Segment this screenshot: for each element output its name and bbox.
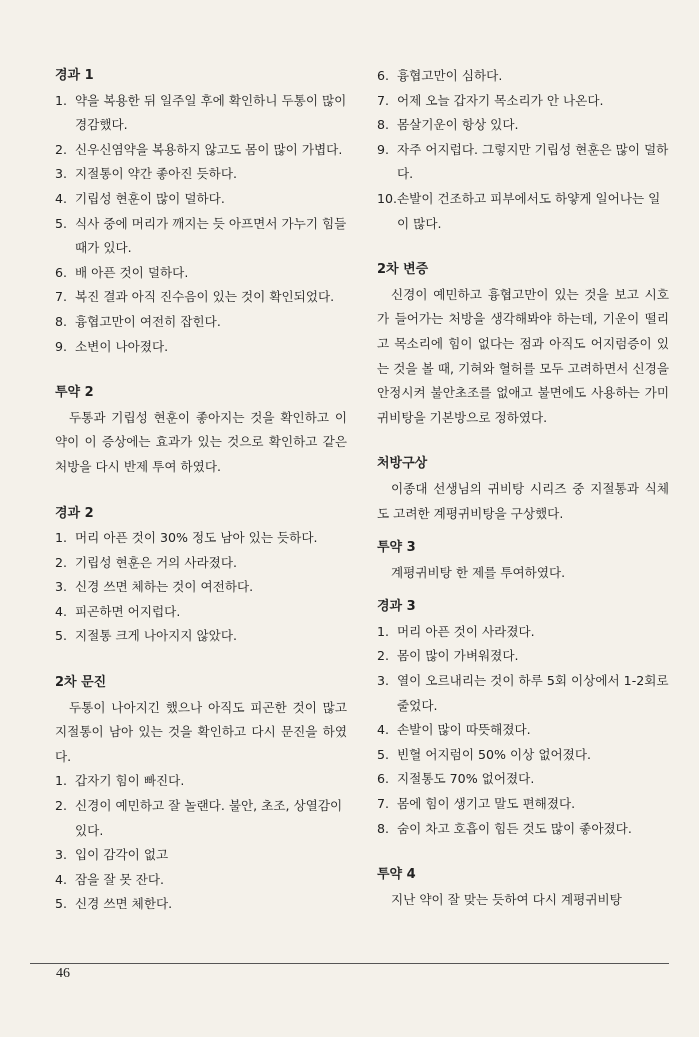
item-text: 머리 아픈 것이 30% 정도 남아 있는 듯하다. [75,530,318,546]
list-item [55,843,347,868]
item-text: 기립성 현훈은 거의 사라졌다. [75,554,237,570]
list-item [55,285,347,310]
item-number: 2. [55,554,68,570]
item-text: 손발이 많이 따뜻해졌다. [397,722,531,738]
list-item [55,261,347,286]
item-number: 10. [377,190,398,206]
list-item [377,89,669,114]
paragraph: 두통과 기립성 현훈이 좋아지는 것을 확인하고 이 약이 이 증상에는 효과가 있는 것으로 확인하고 같은 처방을 다시 반제 투여 하였다. [55,409,347,474]
item-number: 7. [377,796,390,812]
item-text: 입이 감각이 없고 [75,847,169,863]
list-item [55,892,347,917]
list-item [377,817,669,842]
paragraph: 계평귀비탕 한 제를 투여하였다. [391,564,566,580]
list-item [377,187,669,236]
item-text: 배 아픈 것이 덜하다. [75,264,189,280]
section-heading: 투약 3 [377,540,416,556]
item-number: 8. [377,117,390,133]
item-number: 1. [377,623,390,639]
item-number: 4. [55,190,68,206]
item-number: 7. [55,289,68,305]
section-heading: 2차 변증 [377,262,429,278]
item-text: 지절통도 70% 없어졌다. [397,771,535,787]
section-heading: 투약 4 [377,867,416,883]
item-text: 지절통이 약간 좋아진 듯하다. [75,166,237,182]
item-number: 5. [377,746,390,762]
list-item [377,644,669,669]
list-item [55,551,347,576]
item-number: 1. [55,92,68,108]
paragraph: 두통이 나아지긴 했으나 아직도 피곤한 것이 많고 지절통이 남아 있는 것을 확인하고 다시 문진을 하였다. [55,699,347,764]
item-number: 4. [55,871,68,887]
item-text: 열이 오르내리는 것이 하루 5회 이상에서 1-2회로 줄었다. [397,673,669,713]
item-number: 1. [55,773,68,789]
item-text: 신경이 예민하고 잘 놀랜다. 불안, 초조, 상열감이 있다. [75,798,343,838]
section-heading: 경과 3 [377,599,416,615]
item-text: 몸에 힘이 생기고 말도 편해졌다. [397,796,576,812]
item-text: 손발이 건조하고 피부에서도 하얗게 일어나는 일이 많다. [397,190,661,231]
item-number: 3. [55,847,68,863]
numbered-list [377,64,669,236]
list-item [377,64,669,89]
item-text: 약을 복용한 뒤 일주일 후에 확인하니 두통이 많이 경감했다. [75,92,347,133]
list-item [55,187,347,212]
list-item [377,113,669,138]
item-number: 3. [377,673,390,689]
item-number: 7. [377,92,390,108]
item-text: 소변이 나아졌다. [75,338,169,354]
item-text: 피곤하면 어지럽다. [75,603,181,619]
numbered-list [55,526,347,649]
item-number: 5. [55,215,68,231]
list-item [55,212,347,261]
item-text: 숨이 차고 호흡이 힘든 것도 많이 좋아졌다. [397,820,632,836]
item-text: 몸살기운이 항상 있다. [397,117,519,133]
item-text: 자주 어지럽다. 그렇지만 기립성 현훈은 많이 덜하다. [397,141,669,182]
item-number: 6. [377,68,390,83]
list-item [55,526,347,551]
item-text: 몸이 많이 가벼워졌다. [397,648,519,664]
item-text: 흉협고만이 심하다. [397,68,503,83]
list-item [55,162,347,187]
item-number: 8. [55,313,68,329]
list-item [55,868,347,893]
left-column [55,64,347,917]
list-item [55,575,347,600]
section-heading: 경과 2 [55,505,94,521]
section-heading: 투약 2 [55,385,94,401]
list-item [377,792,669,817]
item-number: 3. [55,166,68,182]
list-item [377,718,669,743]
item-text: 갑자기 힘이 빠진다. [75,773,185,789]
item-number: 2. [377,648,390,664]
list-item [377,138,669,187]
item-number: 5. [55,896,68,912]
list-item [377,669,669,718]
item-number: 2. [55,798,68,814]
item-text: 빈혈 어지럼이 50% 이상 없어졌다. [397,746,591,762]
item-text: 지절통 크게 나아지지 않았다. [75,628,237,644]
item-number: 8. [377,820,390,836]
list-item [55,769,347,794]
item-text: 복진 결과 아직 진수음이 있는 것이 확인되었다. [75,289,335,305]
paragraph: 지난 약이 잘 맞는 듯하여 다시 계평귀비탕 [391,891,622,907]
item-number: 5. [55,628,68,644]
paragraph: 이종대 선생님의 귀비탕 시리즈 중 지절통과 식체도 고려한 계평귀비탕을 구상했다. [377,480,669,521]
item-text: 잠을 잘 못 잔다. [75,871,165,887]
list-item [55,624,347,649]
list-item [377,767,669,792]
numbered-list [55,89,347,360]
item-number: 9. [377,141,390,157]
item-text: 흉협고만이 여전히 잡힌다. [75,313,221,329]
list-item [55,335,347,360]
page-number: 46 [56,966,70,981]
item-text: 신경 쓰면 체한다. [75,896,173,912]
item-number: 1. [55,530,68,546]
item-text: 기립성 현훈이 많이 덜하다. [75,190,225,206]
numbered-list [377,620,669,841]
list-item [377,620,669,645]
item-number: 3. [55,579,68,595]
item-text: 신우신염약을 복용하지 않고도 몸이 많이 가볍다. [75,141,343,157]
item-number: 6. [377,771,390,787]
footer-rule [30,963,669,964]
section-heading: 처방구상 [377,456,428,472]
list-item [55,89,347,138]
item-text: 머리 아픈 것이 사라졌다. [397,623,535,639]
list-item [55,310,347,335]
item-text: 신경 쓰면 체하는 것이 여전하다. [75,579,254,595]
item-number: 4. [55,603,68,619]
item-number: 4. [377,722,390,738]
list-item [55,600,347,625]
section-heading: 2차 문진 [55,675,107,691]
item-text: 어제 오늘 갑자기 목소리가 안 나온다. [397,92,604,108]
list-item [55,138,347,163]
section-heading: 경과 1 [55,68,94,83]
right-column [377,64,669,912]
list-item [377,743,669,768]
item-number: 2. [55,141,68,157]
list-item [55,794,347,843]
item-number: 9. [55,338,68,354]
numbered-list [55,769,347,917]
item-text: 식사 중에 머리가 깨지는 듯 아프면서 가누기 힘들 때가 있다. [75,215,347,256]
paragraph: 신경이 예민하고 흉협고만이 있는 것을 보고 시호가 들어가는 처방을 생각해봐야 하는데, 기운이 떨리고 목소리에 힘이 없다는 점과 아직도 어지럼증이 있는 것을 볼 때, 기혀와 혈허를 모두 고려하면서 신경을 안정시켜 불안초조를 없애고 불면에도 사용하는 가미귀비탕을 기본방으로 정하였다. [377,286,669,425]
item-number: 6. [55,264,68,280]
